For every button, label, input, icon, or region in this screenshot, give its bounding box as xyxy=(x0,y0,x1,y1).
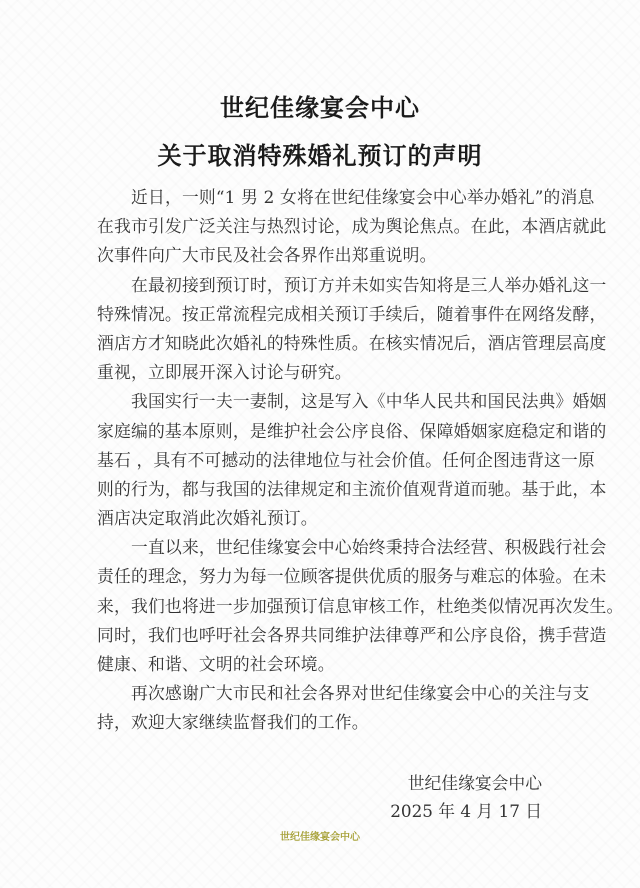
paragraph-3 xyxy=(97,387,607,533)
paragraph-4 xyxy=(97,533,624,679)
signature: 世纪佳缘宴会中心 xyxy=(407,773,542,793)
paragraph-line: 酒店方才知晓此次婚礼的特殊性质。在核实情况后，酒店管理层高度 xyxy=(97,332,607,353)
paragraph-line: 同时，我们也呼吁社会各界共同维护法律尊严和公序良俗，携手营造 xyxy=(97,624,607,645)
paragraph-line: 近日，一则“1 男 2 女将在世纪佳缘宴会中心举办婚礼”的消息 xyxy=(131,187,595,207)
paragraph-line: 家庭编的基本原则，是维护社会公序良俗、保障婚姻家庭稳定和谐的 xyxy=(97,420,607,441)
paragraph-1 xyxy=(97,183,607,271)
paragraph-line: 我国实行一夫一妻制，这是写入《中华人民共和国民法典》婚姻 xyxy=(131,391,607,412)
paragraph-line: 在最初接到预订时，预订方并未如实告知将是三人举办婚礼这一 xyxy=(131,274,607,295)
paragraph-line: 来，我们也将进一步加强预订信息审核工作，杜绝类似情况再次发生。 xyxy=(97,595,624,616)
date: 2025 年 4 月 17 日 xyxy=(390,801,542,821)
paragraph-5 xyxy=(97,679,590,737)
paragraph-line: 责任的理念，努力为每一位顾客提供优质的服务与难忘的体验。在未 xyxy=(97,566,607,587)
paragraph-line: 再次感谢广大市民和社会各界对世纪佳缘宴会中心的关注与支 xyxy=(131,683,590,704)
paragraph-line: 特殊情况。按正常流程完成相关预订手续后，随着事件在网络发酵， xyxy=(97,303,607,324)
paragraph-line: 一直以来，世纪佳缘宴会中心始终秉持合法经营、积极践行社会 xyxy=(131,537,607,558)
document-subtitle: 关于取消特殊婚礼预订的声明 xyxy=(157,142,483,170)
document-title: 世纪佳缘宴会中心 xyxy=(220,94,420,122)
paragraph-line: 重视，立即展开深入讨论与研究。 xyxy=(97,362,352,383)
paragraph-line: 则的行为，都与我国的法律规定和主流价值观背道而驰。基于此，本 xyxy=(97,478,607,499)
document-body xyxy=(97,183,624,738)
paragraph-2 xyxy=(97,271,607,388)
paragraph-line: 酒店决定取消此次婚礼预订。 xyxy=(97,508,318,529)
paragraph-line: 健康、和谐、文明的社会环境。 xyxy=(97,654,335,674)
paragraph-line: 基石 ，具有不可撼动的法律地位与社会价值。任何企图违背这一原 xyxy=(97,449,595,470)
footer-watermark: 世纪佳缘宴会中心 xyxy=(280,832,360,843)
paragraph-line: 在我市引发广泛关注与热烈讨论，成为舆论焦点。在此，本酒店就此 xyxy=(97,216,607,237)
paragraph-line: 次事件向广大市民及社会各界作出郑重说明。 xyxy=(97,245,437,266)
paragraph-line: 持，欢迎大家继续监督我们的工作。 xyxy=(97,712,369,733)
